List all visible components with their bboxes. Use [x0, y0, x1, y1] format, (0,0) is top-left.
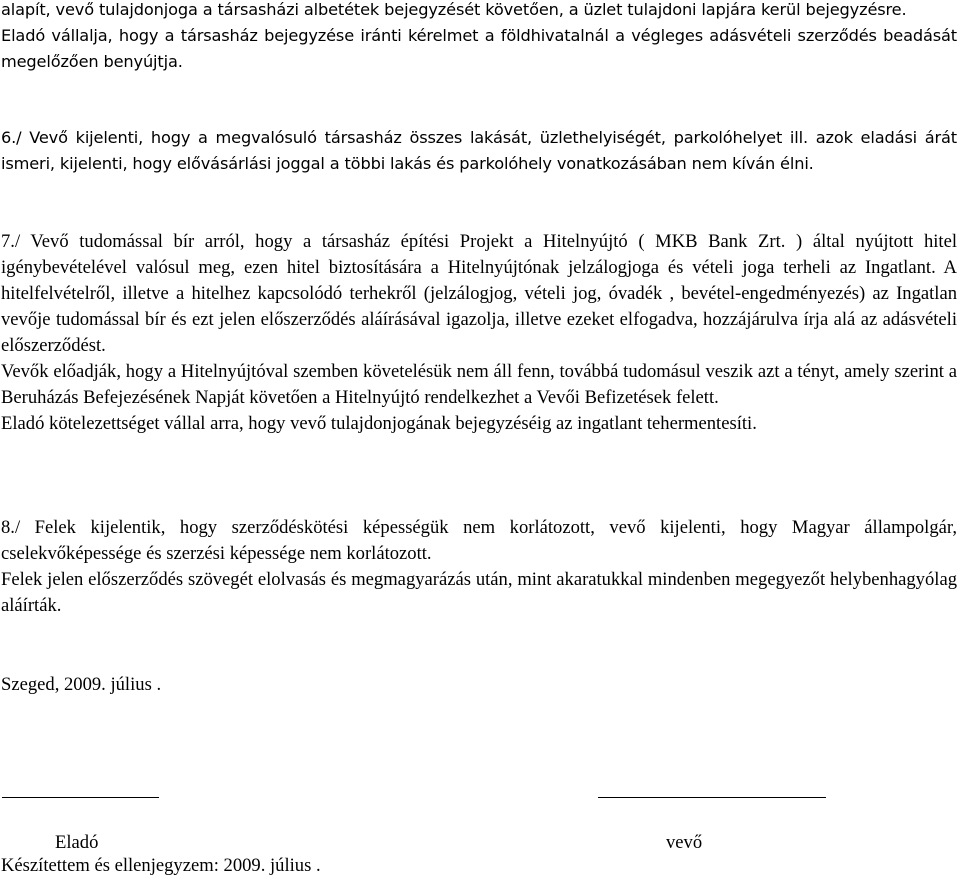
clause-8-paragraph-2: Felek jelen előszerződés szövegét elolvasás és megmagyarázás után, mint akaratukkal mindenben megegyezőt helybenhagyólag aláírták.	[1, 569, 957, 616]
clause-6	[1, 125, 957, 177]
clause-7-paragraph-2: Vevők előadják, hogy a Hitelnyújtóval szemben követelésük nem áll fenn, továbbá tudomásul veszik azt a tényt, amely szerint a Beruházás Befejezésének Napját követően a Hitelnyújtó rendelkezhet a Vevői Befizetések felett.	[1, 361, 957, 408]
seller-signature-label: Eladó	[55, 832, 99, 853]
clause-6-text: 6./ Vevő kijelenti, hogy a megvalósuló társasház összes lakását, üzlethelyiségét, parkolóhelyet ill. azok eladási árát ismeri, kijelenti, hogy elővásárlási joggal a többi lakás és parkolóhely vonatkozásában nem kíván élni.	[1, 128, 957, 173]
clause-8	[1, 515, 957, 619]
clause-7-paragraph-3: Eladó kötelezettséget vállal arra, hogy vevő tulajdonjogának bejegyzéséig az ingatlant tehermentesíti.	[1, 413, 757, 434]
clause-7	[1, 229, 957, 437]
previous-clause-continuation	[1, 0, 957, 75]
buyer-signature-label: vevő	[666, 832, 703, 853]
countersign-text: Készítettem és ellenjegyzem: 2009. július .	[1, 855, 321, 876]
continuation-text: alapít, vevő tulajdonjoga a társasházi albetétek bejegyzését követően, a üzlet tulajdoni lapjára kerül bejegyzésre.	[1, 0, 907, 19]
seller-signature-line	[2, 797, 159, 798]
clause-8-paragraph-1: 8./ Felek kijelentik, hogy szerződéskötési képességük nem korlátozott, vevő kijelenti, hogy Magyar állampolgár, cselekvőképessége és szerzési képessége nem korlátozott.	[1, 517, 957, 564]
clause-7-paragraph-1: 7./ Vevő tudomással bír arról, hogy a társasház építési Projekt a Hitelnyújtó ( MKB Bank Zrt. ) által nyújtott hitel igénybevételével valósul meg, ezen hitel biztosítására a Hitelnyújtónak jelzálogjoga és vételi joga terheli az Ingatlant. A hitelfelvételről, illetve a hitelhez kapcsolódó terhekről (jelzálogjog, vételi jog, óvadék , bevétel-engedményezés) az Ingatlan vevője tudomással bír és ezt jelen előszerződés aláírásával igazolja, illetve ezeket elfogadva, hozzájárulva írja alá az adásvételi előszerződést.	[1, 231, 957, 356]
buyer-signature-line	[598, 797, 826, 798]
seller-obligation-text: Eladó vállalja, hogy a társasház bejegyzése iránti kérelmet a földhivatalnál a végleges adásvételi szerződés beadását megelőzően benyújtja.	[1, 26, 957, 71]
place-date: Szeged, 2009. július .	[1, 674, 162, 695]
